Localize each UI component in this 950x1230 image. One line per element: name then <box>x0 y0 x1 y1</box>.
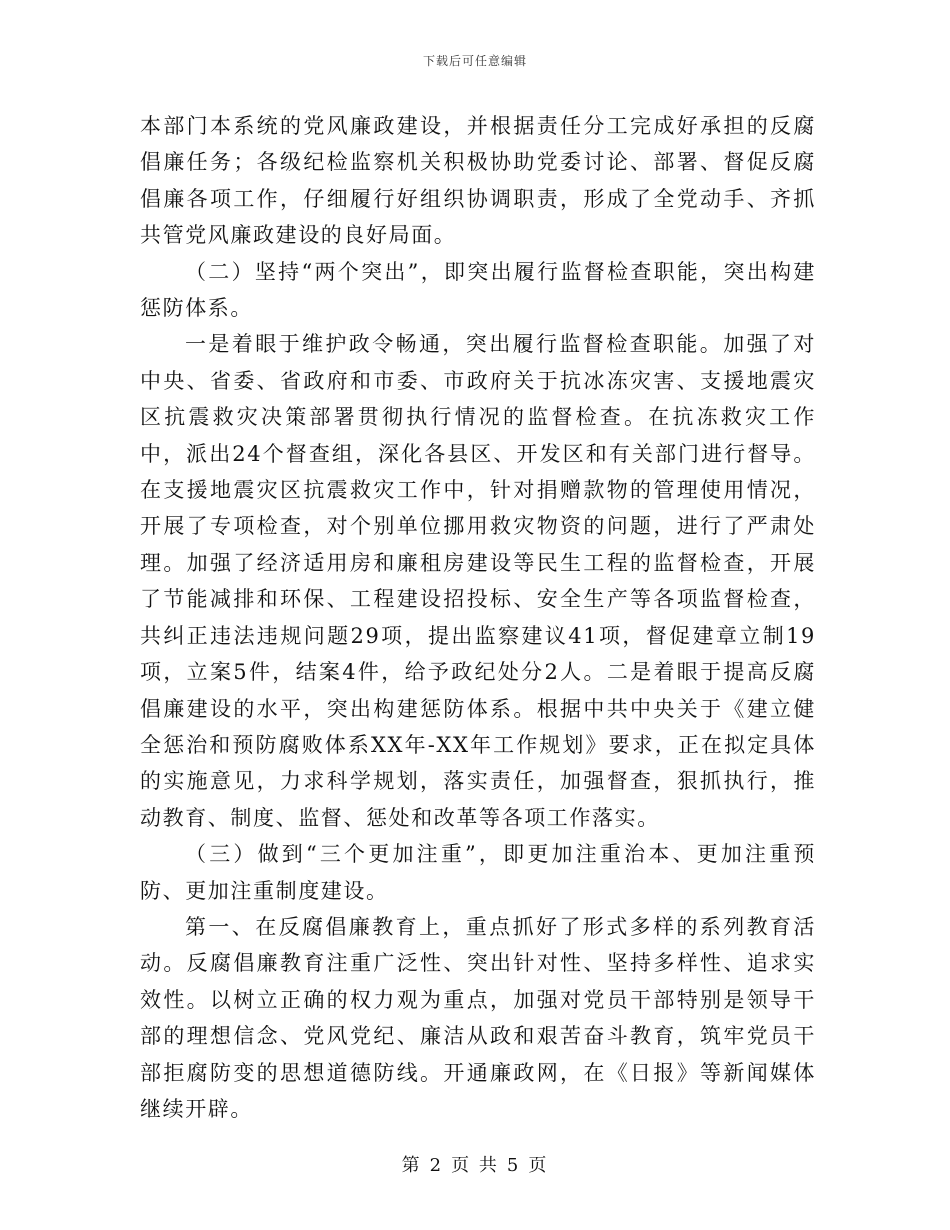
paragraph-5: 第一、在反腐倡廉教育上，重点抓好了形式多样的系列教育活动。反腐倡廉教育注重广泛性、突出针对性、坚持多样性、追求实效性。以树立正确的权力观为重点，加强对党员干部特别是领导干部的理想信念、党风党纪、廉洁从政和艰苦奋斗教育，筑牢党员干部拒腐防变的思想道德防线。开通廉政网，在《日报》等新闻媒体继续开辟。 <box>140 914 816 1121</box>
footer-middle: 页 共 <box>451 1155 499 1176</box>
page-footer <box>0 1151 950 1177</box>
footer-page-number: 2 <box>429 1155 444 1176</box>
footer-suffix: 页 <box>528 1155 549 1176</box>
paragraph-4: （三）做到“三个更加注重”，即更加注重治本、更加注重预防、更加注重制度建设。 <box>140 842 816 903</box>
footer-prefix: 第 <box>401 1155 422 1176</box>
page-header <box>0 52 950 69</box>
paragraph-3: 一是着眼于维护政令畅通，突出履行监督检查职能。加强了对中央、省委、省政府和市委、市政府关于抗冰冻灾害、支援地震灾区抗震救灾决策部署贯彻执行情况的监督检查。在抗冻救灾工作中，派出24个督查组，深化各县区、开发区和有关部门进行督导。在支援地震灾区抗震救灾工作中，针对捐赠款物的管理使用情况，开展了专项检查，对个别单位挪用救灾物资的问题，进行了严肃处理。加强了经济适用房和廉租房建设等民生工程的监督检查，开展了节能减排和环保、工程建设招投标、安全生产等各项监督检查，共纠正违法违规问题29项，提出监察建议41项，督促建章立制19项，立案5件，结案4件，给予政纪处分2人。二是着眼于提高反腐倡廉建设的水平，突出构建惩防体系。根据中共中央关于《建立健全惩治和预防腐败体系XX年-XX年工作规划》要求，正在拟定具体的实施意见，力求科学规划，落实责任，加强督查，狠抓执行，推动教育、制度、监督、惩处和改革等各项工作落实。 <box>140 332 816 830</box>
paragraph-1: 本部门本系统的党风廉政建设，并根据责任分工完成好承担的反腐倡廉任务；各级纪检监察机关积极协助党委讨论、部署、督促反腐倡廉各项工作，仔细履行好组织协调职责，形成了全党动手、齐抓共管党风廉政建设的良好局面。 <box>140 114 816 248</box>
footer-total-pages: 5 <box>506 1155 521 1176</box>
header-text: 下载后可任意编辑 <box>422 54 527 68</box>
paragraph-2: （二）坚持“两个突出”，即突出履行监督检查职能，突出构建惩防体系。 <box>140 259 816 321</box>
document-body <box>140 108 816 1127</box>
